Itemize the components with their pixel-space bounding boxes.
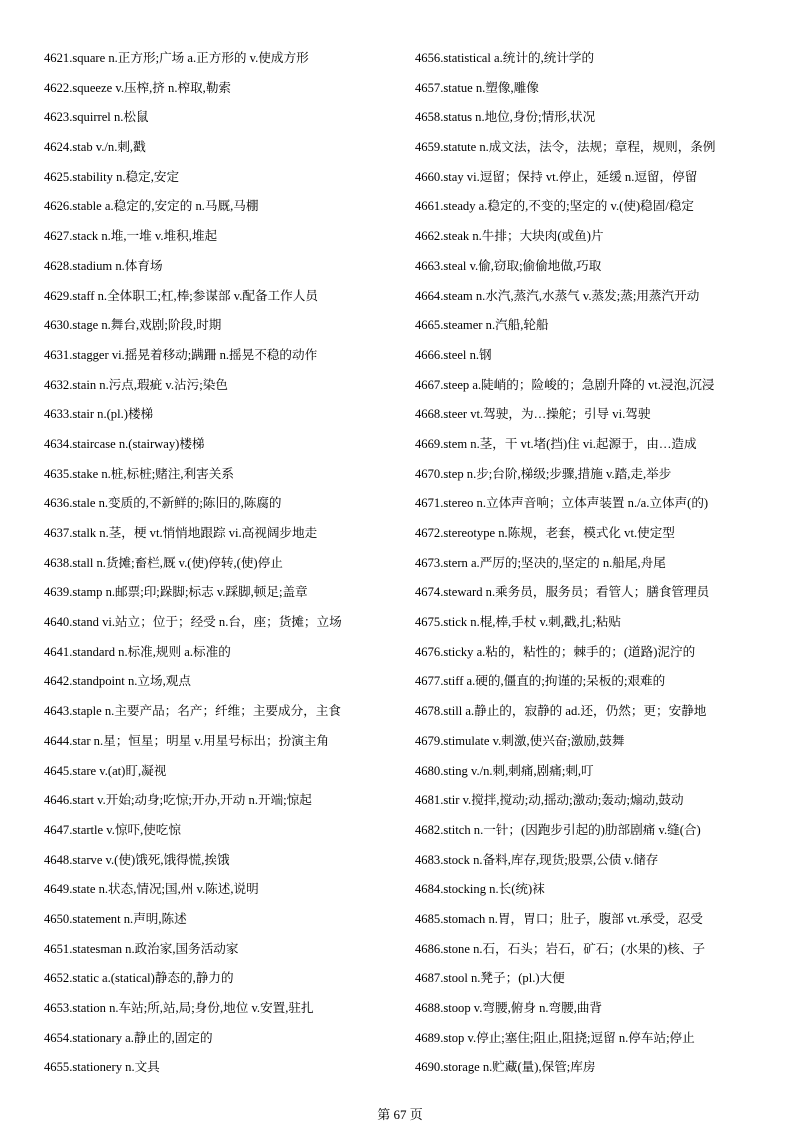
vocab-entry: 4667.steep a.陡峭的；险峻的；急剧升降的 vt.浸泡,沉浸 bbox=[415, 377, 715, 392]
vocab-entry: 4684.stocking n.长(统)袜 bbox=[415, 882, 545, 897]
vocab-entry: 4664.steam n.水汽,蒸汽,水蒸气 v.蒸发;蒸;用蒸汽开动 bbox=[415, 288, 700, 303]
vocab-entry: 4651.statesman n.政治家,国务活动家 bbox=[44, 941, 239, 956]
vocab-entry: 4665.steamer n.汽船,轮船 bbox=[415, 318, 549, 333]
vocab-entry: 4626.stable a.稳定的,安定的 n.马厩,马棚 bbox=[44, 199, 259, 214]
vocab-entry: 4663.steal v.偷,窃取;偷偷地做,巧取 bbox=[415, 258, 602, 273]
vocab-entry: 4623.squirrel n.松鼠 bbox=[44, 110, 149, 125]
vocab-entry: 4662.steak n.牛排；大块肉(或鱼)片 bbox=[415, 229, 604, 244]
vocab-entry: 4644.star n.星；恒星；明星 v.用星号标出；扮演主角 bbox=[44, 733, 329, 748]
right-column bbox=[415, 44, 760, 1083]
vocab-entry: 4688.stoop v.弯腰,俯身 n.弯腰,曲背 bbox=[415, 1001, 603, 1015]
vocab-entry: 4656.statistical a.统计的,统计学的 bbox=[415, 51, 595, 65]
vocab-entry: 4659.statute n.成文法，法令，法规；章程，规则，条例 bbox=[415, 140, 716, 155]
vocab-entry: 4629.staff n.全体职工;杠,棒;参谋部 v.配备工作人员 bbox=[44, 288, 318, 303]
vocab-entry: 4642.standpoint n.立场,观点 bbox=[44, 674, 191, 689]
vocab-entry: 4675.stick n.棍,棒,手杖 v.刺,戳,扎;粘贴 bbox=[415, 615, 621, 630]
vocab-entry: 4673.stern a.严厉的;坚决的,坚定的 n.船尾,舟尾 bbox=[415, 555, 666, 570]
vocab-entry: 4641.standard n.标准,规则 a.标准的 bbox=[44, 644, 231, 659]
vocab-entry: 4632.stain n.污点,瑕疵 v.沾污;染色 bbox=[44, 377, 228, 392]
vocab-entry: 4628.stadium n.体育场 bbox=[44, 258, 163, 273]
vocab-entry: 4638.stall n.货摊;畜栏,厩 v.(使)停转,(使)停止 bbox=[44, 555, 283, 570]
vocab-entry: 4671.stereo n.立体声音响；立体声装置 n./a.立体声(的) bbox=[415, 496, 709, 511]
vocab-entry: 4681.stir v.搅拌,搅动;动,摇动;激动;轰动;煽动,鼓动 bbox=[415, 793, 684, 808]
left-column bbox=[44, 44, 419, 1083]
vocab-entry: 4668.steer vt.驾驶，为…操舵；引导 vi.驾驶 bbox=[415, 407, 651, 422]
vocab-entry: 4685.stomach n.胃，胃口；肚子，腹部 vt.承受，忍受 bbox=[415, 911, 703, 926]
vocab-entry: 4657.statue n.塑像,雕像 bbox=[415, 80, 539, 95]
vocab-entry: 4683.stock n.备料,库存,现货;股票,公债 v.储存 bbox=[415, 852, 659, 867]
page-number: 第 67 页 bbox=[377, 1107, 423, 1122]
vocab-entry: 4640.stand vi.站立；位于；经受 n.台，座；货摊；立场 bbox=[44, 615, 342, 630]
vocab-entry: 4678.still a.静止的，寂静的 ad.还，仍然；更；安静地 bbox=[415, 704, 707, 719]
vocab-entry: 4655.stationery n.文具 bbox=[44, 1060, 160, 1075]
vocab-entry: 4648.starve v.(使)饿死,饿得慌,挨饿 bbox=[44, 852, 230, 867]
vocab-entry: 4666.steel n.钢 bbox=[415, 347, 492, 362]
vocab-entry: 4621.square n.正方形;广场 a.正方形的 v.使成方形 bbox=[44, 51, 309, 65]
vocab-entry: 4625.stability n.稳定,安定 bbox=[44, 169, 180, 184]
vocab-entry: 4643.staple n.主要产品；名产；纤维；主要成分，主食 bbox=[44, 704, 341, 719]
vocab-entry: 4661.steady a.稳定的,不变的;坚定的 v.(使)稳固/稳定 bbox=[415, 199, 695, 214]
vocab-entry: 4649.state n.状态,情况;国,州 v.陈述,说明 bbox=[44, 882, 259, 897]
vocab-entry: 4654.stationary a.静止的,固定的 bbox=[44, 1030, 213, 1045]
vocab-entry: 4674.steward n.乘务员，服务员；看管人；膳食管理员 bbox=[415, 585, 710, 600]
vocab-entry: 4627.stack n.堆,一堆 v.堆积,堆起 bbox=[44, 229, 218, 244]
vocab-entry: 4634.staircase n.(stairway)楼梯 bbox=[44, 436, 205, 451]
vocab-entry: 4631.stagger vi.摇晃着移动;蹒跚 n.摇晃不稳的动作 bbox=[44, 347, 318, 362]
vocab-entry: 4652.static a.(statical)静态的,静力的 bbox=[44, 971, 234, 986]
vocab-entry: 4636.stale n.变质的,不新鲜的;陈旧的,陈腐的 bbox=[44, 496, 282, 511]
vocab-entry: 4646.start v.开始;动身;吃惊;开办,开动 n.开端;惊起 bbox=[44, 793, 312, 808]
vocab-entry: 4635.stake n.桩,标桩;赌注,利害关系 bbox=[44, 466, 234, 481]
vocab-entry: 4658.status n.地位,身份;情形,状况 bbox=[415, 110, 596, 125]
vocab-entry: 4622.squeeze v.压榨,挤 n.榨取,勒索 bbox=[44, 80, 232, 95]
vocab-entry: 4679.stimulate v.刺激,使兴奋;激励,鼓舞 bbox=[415, 733, 625, 748]
vocab-entry: 4687.stool n.凳子；(pl.)大便 bbox=[415, 971, 565, 986]
vocab-entry: 4637.stalk n.茎，梗 vt.悄悄地跟踪 vi.高视阔步地走 bbox=[44, 526, 318, 540]
vocab-entry: 4653.station n.车站;所,站,局;身份,地位 v.安置,驻扎 bbox=[44, 1001, 314, 1015]
vocab-entry: 4660.stay vi.逗留；保持 vt.停止，延缓 n.逗留，停留 bbox=[415, 169, 698, 184]
vocab-entry: 4669.stem n.茎，干 vt.堵(挡)住 vi.起源于，由…造成 bbox=[415, 436, 697, 451]
vocab-entry: 4624.stab v./n.刺,戳 bbox=[44, 140, 146, 155]
vocab-entry: 4676.sticky a.粘的，粘性的；棘手的；(道路)泥泞的 bbox=[415, 644, 696, 659]
vocab-entry: 4672.stereotype n.陈规，老套，模式化 vt.使定型 bbox=[415, 526, 675, 540]
vocab-entry: 4650.statement n.声明,陈述 bbox=[44, 911, 187, 926]
vocab-entry: 4670.step n.步;台阶,梯级;步骤,措施 v.踏,走,举步 bbox=[415, 466, 672, 481]
vocab-entry: 4645.stare v.(at)盯,凝视 bbox=[44, 763, 167, 778]
vocab-entry: 4680.sting v./n.刺,刺痛,剧痛;刺,叮 bbox=[415, 763, 594, 778]
vocab-entry: 4689.stop v.停止;塞住;阻止,阻挠;逗留 n.停车站;停止 bbox=[415, 1030, 695, 1045]
vocab-entry: 4639.stamp n.邮票;印;跺脚;标志 v.踩脚,顿足;盖章 bbox=[44, 585, 308, 600]
vocab-entry: 4633.stair n.(pl.)楼梯 bbox=[44, 407, 154, 422]
vocab-entry: 4630.stage n.舞台,戏剧;阶段,时期 bbox=[44, 318, 222, 333]
vocab-entry: 4647.startle v.惊吓,使吃惊 bbox=[44, 822, 181, 837]
vocab-entry: 4686.stone n.石，石头；岩石，矿石；(水果的)核、子 bbox=[415, 941, 705, 956]
vocab-entry: 4690.storage n.贮藏(量),保管;库房 bbox=[415, 1060, 596, 1075]
vocab-entry: 4677.stiff a.硬的,僵直的;拘谨的;呆板的;艰难的 bbox=[415, 674, 666, 689]
vocab-entry: 4682.stitch n.一针；(因跑步引起的)肋部剧痛 v.缝(合) bbox=[415, 822, 701, 837]
